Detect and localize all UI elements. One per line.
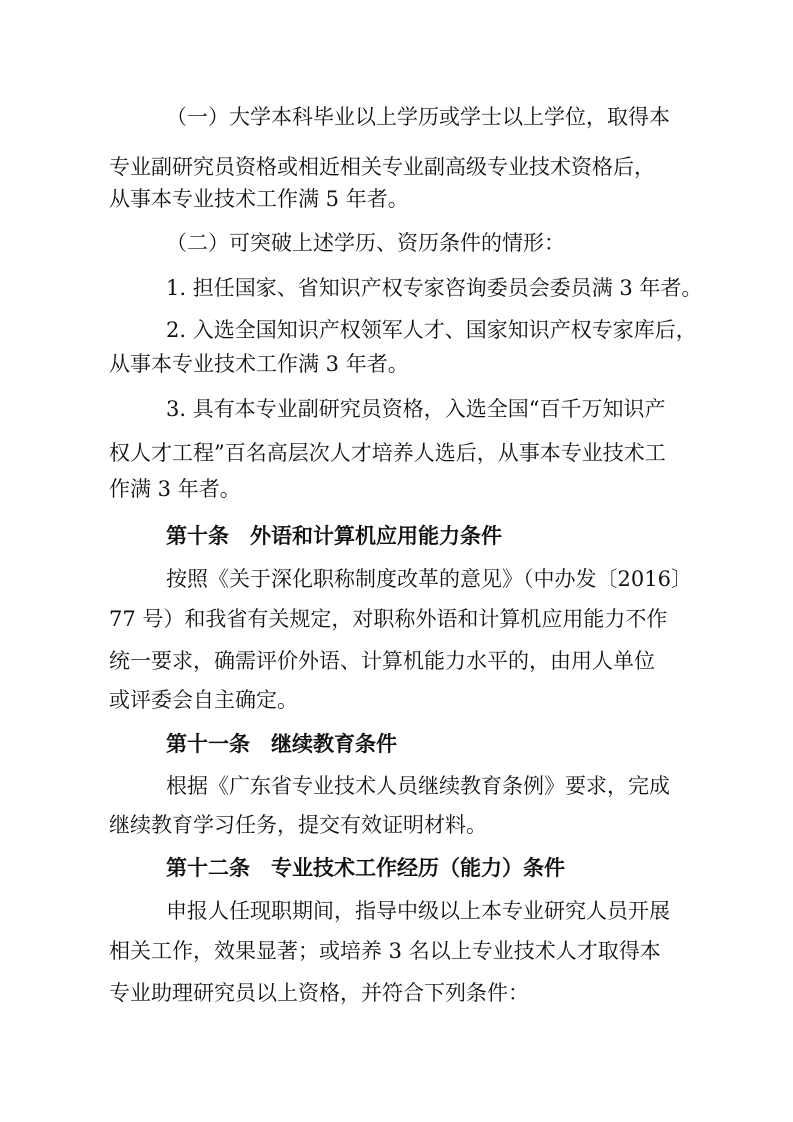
paragraph-6-line-3 [0, 641, 793, 681]
line-text: 统一要求，确需评价外语、计算机能力水平的，由用人单位 [109, 649, 655, 673]
paragraph-2-line-1 [0, 223, 793, 263]
line-text: 或评委会自主确定。 [109, 688, 298, 712]
paragraph-4-line-2 [0, 344, 793, 384]
article-12-heading [0, 848, 793, 888]
paragraph-6-line-4 [0, 680, 793, 720]
article-10-heading [0, 516, 793, 556]
paragraph-5-line-2 [0, 433, 793, 473]
line-text: 从事本专业技术工作满 5 年者。 [109, 187, 409, 211]
paragraph-7-line-1 [0, 766, 793, 806]
paragraph-8-line-1 [0, 891, 793, 931]
paragraph-5-line-1 [0, 389, 793, 429]
paragraph-1-line-3 [0, 179, 793, 219]
heading-text: 第十二条 专业技术工作经历（能力）条件 [166, 855, 565, 880]
line-text: 根据《广东省专业技术人员继续教育条例》要求，完成 [166, 774, 670, 798]
line-text: 2. 入选全国知识产权领军人才、国家知识产权专家库后， [166, 318, 697, 342]
line-text: （二）可突破上述学历、资历条件的情形： [166, 231, 565, 255]
line-text: 77 号）和我省有关规定，对职称外语和计算机应用能力不作 [109, 607, 668, 631]
line-text: 申报人任现职期间，指导中级以上本专业研究人员开展 [166, 899, 670, 923]
line-text: 从事本专业技术工作满 3 年者。 [109, 352, 409, 376]
paragraph-1-line-1 [0, 97, 793, 137]
paragraph-3-line-1 [0, 268, 793, 308]
line-text: 专业副研究员资格或相近相关专业副高级专业技术资格后， [109, 155, 655, 179]
paragraph-8-line-3 [0, 973, 793, 1013]
heading-text: 第十条 外语和计算机应用能力条件 [166, 523, 502, 548]
heading-text: 第十一条 继续教育条件 [166, 731, 397, 756]
line-text: 相关工作，效果显著；或培养 3 名以上专业技术人才取得本 [109, 939, 661, 963]
line-text: 1. 担任国家、省知识产权专家咨询委员会委员满 3 年者。 [166, 276, 703, 300]
paragraph-6-line-2 [0, 599, 793, 639]
line-text: 权人才工程”百名高层次人才培养人选后，从事本专业技术工 [109, 441, 666, 465]
paragraph-7-line-2 [0, 805, 793, 845]
line-text: 按照《关于深化职称制度改革的意见》（中办发〔2016〕 [166, 567, 692, 591]
line-text: 继续教育学习任务，提交有效证明材料。 [109, 813, 487, 837]
line-text: 作满 3 年者。 [109, 477, 241, 501]
article-11-heading [0, 724, 793, 764]
line-text: 专业助理研究员以上资格，并符合下列条件： [109, 981, 529, 1005]
paragraph-6-line-1 [0, 559, 793, 599]
paragraph-5-line-3 [0, 469, 793, 509]
line-text: （一）大学本科毕业以上学历或学士以上学位，取得本 [166, 105, 670, 129]
paragraph-8-line-2 [0, 931, 793, 971]
line-text: 3. 具有本专业副研究员资格，入选全国“百千万知识产 [166, 397, 666, 421]
